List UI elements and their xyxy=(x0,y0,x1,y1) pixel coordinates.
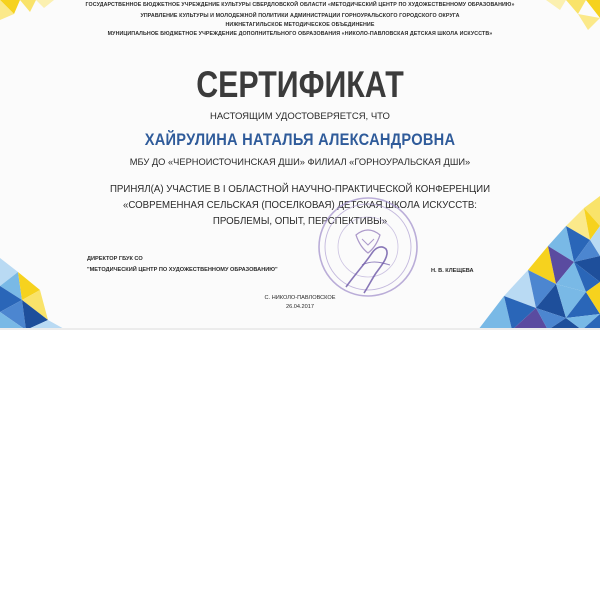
header-line-4: МУНИЦИПАЛЬНОЕ БЮДЖЕТНОЕ УЧРЕЖДЕНИЕ ДОПОЛНИТЕЛЬНОГО ОБРАЗОВАНИЯ «НИКОЛО-ПАВЛОВСКАЯ ДЕТСКАЯ ШКОЛА ИСКУССТВ» xyxy=(107,31,493,37)
certificate-title: СЕРТИФИКАТ xyxy=(196,64,404,105)
certificate-edge xyxy=(0,328,600,330)
header-line-2: УПРАВЛЕНИЕ КУЛЬТУРЫ И МОЛОДЕЖНОЙ ПОЛИТИКИ АДМИНИСТРАЦИИ ГОРНОУРАЛЬСКОГО ГОРОДСКОГО ОКРУГА xyxy=(140,13,460,19)
header-line-1: ГОСУДАРСТВЕННОЕ БЮДЖЕТНОЕ УЧРЕЖДЕНИЕ КУЛЬТУРЫ СВЕРДЛОВСКОЙ ОБЛАСТИ «МЕТОДИЧЕСКИЙ ЦЕНТР ПО ХУДОЖЕСТВЕННОМУ ОБРАЗОВАНИЮ» xyxy=(85,2,515,8)
issue-place: С. НИКОЛО-ПАВЛОВСКОЕ xyxy=(264,295,336,301)
lead-text: НАСТОЯЩИМ УДОСТОВЕРЯЕТСЯ, ЧТО xyxy=(210,111,390,122)
issue-date: 26.04.2017 xyxy=(286,304,314,310)
header-line-3: НИЖНЕТАГИЛЬСКОЕ МЕТОДИЧЕСКОЕ ОБЪЕДИНЕНИЕ xyxy=(225,22,375,28)
left-decoration xyxy=(0,258,66,330)
body-line-3: ПРОБЛЕМЫ, ОПЫТ, ПЕРСПЕКТИВЫ» xyxy=(212,216,388,227)
recipient-name: ХАЙРУЛИНА НАТАЛЬЯ АЛЕКСАНДРОВНА xyxy=(144,130,456,149)
signatory-role-line-2: "МЕТОДИЧЕСКИЙ ЦЕНТР ПО ХУДОЖЕСТВЕННОМУ ОБРАЗОВАНИЮ" xyxy=(87,267,278,273)
signatory-role-line-1: ДИРЕКТОР ГБУК СО xyxy=(87,256,143,262)
body-line-1: ПРИНЯЛ(А) УЧАСТИЕ В I ОБЛАСТНОЙ НАУЧНО-ПРАКТИЧЕСКОЙ КОНФЕРЕНЦИИ xyxy=(109,184,491,195)
school-name: МБУ ДО «ЧЕРНОИСТОЧИНСКАЯ ДШИ» ФИЛИАЛ «ГОРНОУРАЛЬСКАЯ ДШИ» xyxy=(129,157,471,167)
official-stamp-icon xyxy=(316,195,420,299)
body-line-2: «СОВРЕМЕННАЯ СЕЛЬСКАЯ (ПОСЕЛКОВАЯ) ДЕТСКАЯ ШКОЛА ИСКУССТВ: xyxy=(122,200,477,211)
signatory-name: Н. В. КЛЕЩЕВА xyxy=(431,268,474,274)
